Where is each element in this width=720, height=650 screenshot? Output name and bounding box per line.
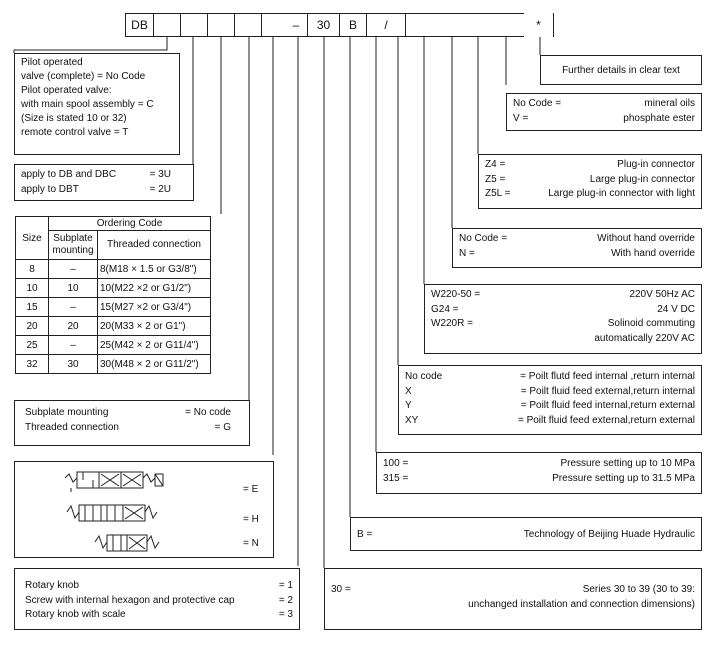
- code-cell-6: [261, 13, 285, 37]
- fluid-row: [399, 414, 701, 429]
- pilot-line: Pilot operated: [21, 57, 83, 68]
- override-row: [453, 247, 701, 262]
- code-cell-db: DB: [125, 13, 154, 37]
- voltage-value: Solinoid commuting: [607, 318, 695, 329]
- connector-value: Large plug-in connector: [589, 173, 695, 185]
- series-row: [325, 583, 701, 598]
- knob-row: [15, 579, 299, 594]
- connector-value: Plug-in connector: [617, 159, 695, 170]
- size-cell: 20: [16, 317, 49, 336]
- size-cell: 32: [16, 355, 49, 374]
- voltage-value: 24 V DC: [657, 303, 695, 315]
- apply-label: apply to DBT: [21, 183, 79, 195]
- pilot-line: Pilot operated valve:: [21, 85, 112, 96]
- further-details-text: Further details in clear text: [562, 64, 680, 76]
- pressure-box: [376, 452, 702, 494]
- threaded-cell: 15(M27 ×2 or G3/4"): [98, 298, 211, 317]
- apply-value: = 3U: [149, 169, 171, 180]
- mounting-label: Subplate mounting: [25, 407, 109, 418]
- fluid-label: X: [405, 385, 412, 397]
- voltage-row: [425, 303, 701, 318]
- code-cell-slash: /: [366, 13, 406, 37]
- size-cell: 10: [16, 279, 49, 298]
- fluid-value: = Poilt fluid feed external,return internal: [520, 385, 695, 397]
- connector-label: Z5 =: [485, 173, 506, 185]
- table-row: [16, 260, 211, 279]
- fluid-row: [399, 399, 701, 414]
- table-row: [16, 279, 211, 298]
- code-cell-dash: –: [284, 13, 308, 37]
- pressure-value: Pressure setting up to 31.5 MPa: [552, 472, 695, 484]
- series-label: 30 =: [331, 584, 351, 595]
- pilot-valve-box: [14, 53, 180, 155]
- spool-n-code: = N: [243, 538, 259, 549]
- oils-row: [507, 112, 701, 127]
- spool-symbol-h-icon: [65, 502, 175, 524]
- threaded-cell: 25(M42 × 2 or G11/4"): [98, 336, 211, 355]
- code-cell-star: *: [524, 13, 554, 37]
- voltage-value: 220V 50Hz AC: [629, 289, 695, 300]
- mounting-row: [15, 406, 237, 421]
- subplate-cell: 10: [49, 279, 98, 298]
- technology-row: [351, 528, 701, 543]
- col-subplate-header: Subplate mounting: [49, 231, 98, 260]
- voltage-box: [424, 284, 702, 354]
- knob-value: = 1: [278, 580, 293, 591]
- oils-box: [506, 93, 702, 131]
- pilot-line: valve (complete) = No Code: [21, 71, 146, 82]
- connector-row: [479, 187, 701, 202]
- code-cell-3: [180, 13, 208, 37]
- knob-value: = 3: [278, 609, 293, 620]
- voltage-label: W220R =: [431, 318, 473, 329]
- override-value: Without hand override: [597, 233, 695, 244]
- pressure-value: Pressure setting up to 10 MPa: [560, 458, 695, 469]
- voltage-row: [425, 317, 701, 332]
- apply-label: apply to DB and DBC: [21, 169, 117, 180]
- voltage-row: [425, 288, 701, 303]
- code-cell-5: [234, 13, 262, 37]
- pressure-label: 315 =: [383, 472, 409, 484]
- connector-row: [479, 173, 701, 188]
- size-cell: 25: [16, 336, 49, 355]
- pilot-line: (Size is stated 10 or 32): [21, 113, 127, 124]
- apply-row: [15, 168, 177, 183]
- technology-value: Technology of Beijing Huade Hydraulic: [523, 529, 695, 540]
- code-cell-2: [153, 13, 181, 37]
- spool-symbols-box: [14, 461, 274, 558]
- threaded-cell: 20(M33 × 2 or G1"): [98, 317, 211, 336]
- knob-row: [15, 594, 299, 609]
- voltage-label: W220-50 =: [431, 289, 481, 300]
- subplate-cell: –: [49, 336, 98, 355]
- fluid-label: XY: [405, 414, 419, 426]
- ordering-code-table: [15, 216, 211, 374]
- fluid-value: = Poilt fluid feed internal,return external: [520, 400, 695, 411]
- fluid-row: [399, 370, 701, 385]
- mounting-box: [14, 400, 250, 446]
- connector-value: Large plug-in connector with light: [548, 188, 695, 199]
- override-box: [452, 228, 702, 268]
- fluid-value: = Poilt fluid feed external,return external: [517, 414, 695, 426]
- fluid-box: [398, 365, 702, 435]
- table-row: [16, 317, 211, 336]
- subplate-cell: 20: [49, 317, 98, 336]
- voltage-row: [425, 332, 701, 347]
- subplate-cell: –: [49, 260, 98, 279]
- connector-box: [478, 154, 702, 209]
- knob-label: Rotary knob with scale: [25, 609, 126, 620]
- further-details-box: [540, 55, 702, 85]
- col-size-header: Size: [16, 217, 49, 260]
- mounting-value: = No code: [185, 407, 231, 418]
- mounting-row: [15, 421, 237, 436]
- oils-label: No Code =: [513, 98, 562, 109]
- knob-value: = 2: [278, 594, 293, 606]
- override-row: [453, 232, 701, 247]
- connector-row: [479, 158, 701, 173]
- spool-symbol-e-icon: [63, 468, 183, 494]
- oils-row: [507, 97, 701, 112]
- subplate-cell: –: [49, 298, 98, 317]
- spool-e-code: = E: [243, 484, 259, 495]
- oils-value: mineral oils: [644, 98, 695, 109]
- knob-row: [15, 608, 299, 623]
- knob-box: [14, 568, 300, 630]
- mounting-label: Threaded connection: [25, 421, 119, 433]
- code-cell-4: [207, 13, 235, 37]
- technology-label: B =: [357, 529, 373, 540]
- fluid-label: No code: [405, 371, 443, 382]
- fluid-label: Y: [405, 400, 412, 411]
- spool-h-code: = H: [243, 514, 259, 525]
- table-row: [16, 336, 211, 355]
- col-threaded-header: Threaded connection: [98, 231, 211, 260]
- spool-symbol-n-icon: [93, 532, 183, 554]
- knob-label: Rotary knob: [25, 580, 79, 591]
- apply-box: [14, 164, 194, 201]
- code-cell-blank: [405, 13, 525, 37]
- pilot-line: remote control valve = T: [21, 127, 129, 138]
- series-value-2: unchanged installation and connection dimensions): [468, 598, 695, 610]
- threaded-cell: 30(M48 × 2 or G11/2"): [98, 355, 211, 374]
- subplate-cell: 30: [49, 355, 98, 374]
- pressure-row: [377, 472, 701, 487]
- knob-label: Screw with internal hexagon and protective cap: [25, 594, 235, 606]
- series-value-1: Series 30 to 39 (30 to 39:: [582, 584, 695, 595]
- code-cell-30: 30: [307, 13, 340, 37]
- voltage-label: G24 =: [431, 303, 459, 315]
- table-row: [16, 298, 211, 317]
- oils-value: phosphate ester: [623, 112, 695, 124]
- pilot-line: with main spool assembly = C: [21, 99, 154, 110]
- override-label: N =: [459, 247, 475, 259]
- threaded-cell: 8(M18 × 1.5 or G3/8"): [98, 260, 211, 279]
- apply-value: = 2U: [149, 183, 171, 195]
- series-box: [324, 568, 702, 630]
- code-cell-b: B: [339, 13, 367, 37]
- fluid-value: = Poilt flutd feed internal ,return internal: [520, 371, 695, 382]
- fluid-row: [399, 385, 701, 400]
- mounting-value: = G: [214, 421, 231, 433]
- oils-label: V =: [513, 112, 529, 124]
- size-cell: 8: [16, 260, 49, 279]
- pressure-row: [377, 457, 701, 472]
- override-value: With hand override: [611, 247, 695, 259]
- threaded-cell: 10(M22 ×2 or G1/2"): [98, 279, 211, 298]
- pressure-label: 100 =: [383, 458, 409, 469]
- series-row: [325, 598, 701, 613]
- apply-row: [15, 183, 177, 198]
- ordering-code-header: Ordering Code: [49, 217, 211, 231]
- voltage-value: automatically 220V AC: [594, 332, 695, 344]
- override-label: No Code =: [459, 233, 508, 244]
- connector-label: Z4 =: [485, 159, 506, 170]
- table-row: [16, 355, 211, 374]
- connector-label: Z5L =: [485, 188, 511, 199]
- technology-box: [350, 517, 702, 551]
- size-cell: 15: [16, 298, 49, 317]
